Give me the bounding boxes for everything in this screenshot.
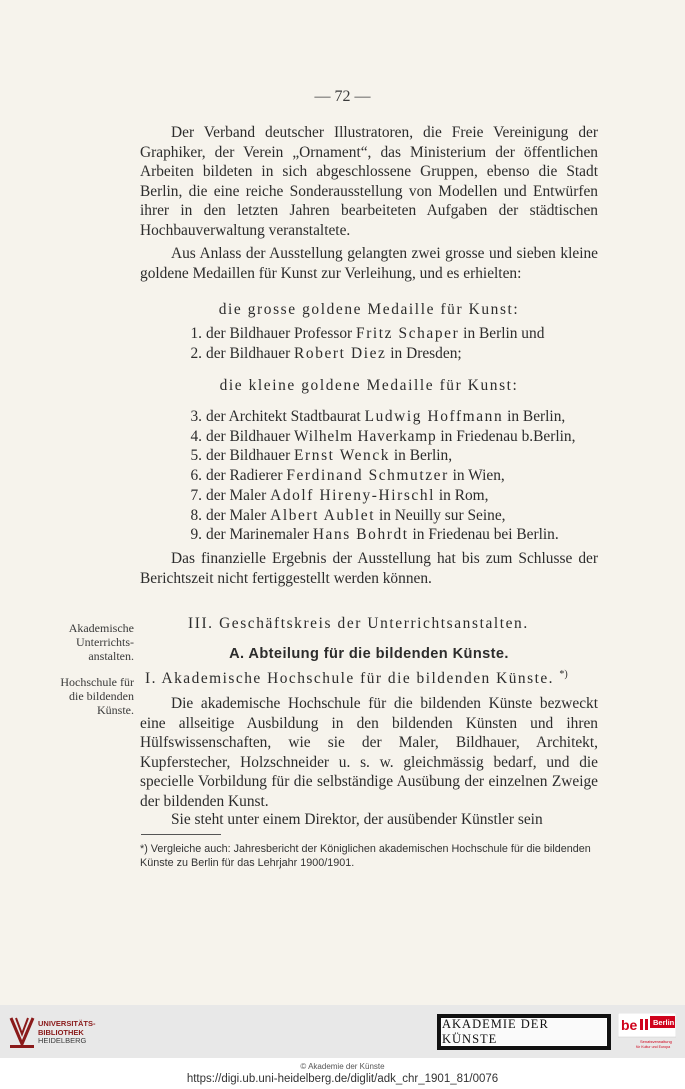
university-library-logo[interactable]: UNIVERSITÄTS- BIBLIOTHEK HEIDELBERG: [8, 1014, 98, 1050]
svg-text:be: be: [621, 1017, 638, 1033]
list-item: 5. der Bildhauer Ernst Wenck in Berlin,: [190, 447, 453, 465]
paragraph-4: [140, 694, 598, 812]
sub-heading: A. Abteilung für die bildenden Künste.: [229, 646, 509, 662]
margin-note-unterrichtsanstalten: Akademische Unterrichts- anstalten.: [68, 621, 134, 663]
paragraph-5: [140, 810, 598, 830]
item-heading: I. Akademische Hochschule für die bildenden Künste. *): [145, 669, 568, 688]
footer-bar: [0, 1005, 685, 1058]
list-item: 9. der Marinemaler Hans Bohrdt in Friedenau bei Berlin.: [190, 526, 559, 544]
list-item: 1. der Bildhauer Professor Fritz Schaper in Berlin und: [190, 325, 545, 342]
paragraph-2-text: Aus Anlass der Ausstellung gelangten zwei grosse und sieben kleine goldene Medaillen für Kunst zur Verleihung, und es erhielten:: [140, 245, 598, 282]
source-url-link[interactable]: https://digi.ub.uni-heidelberg.de/diglit/adk_chr_1901_81/0076: [186, 1073, 499, 1085]
footnote: *) Vergleiche auch: Jahresbericht der Königlichen akademischen Hochschule für die bildenden Künste zu Berlin für das Lehrjahr 1900/1901.: [140, 843, 591, 869]
list-item: 6. der Radierer Ferdinand Schmutzer in Wien,: [190, 467, 505, 485]
list-item: 4. der Bildhauer Wilhelm Haverkamp in Friedenau b.Berlin,: [190, 427, 576, 445]
be-berlin-logo[interactable]: [618, 1013, 676, 1051]
svg-text:Senatsverwaltung: Senatsverwaltung: [640, 1039, 672, 1044]
be-berlin-icon: [618, 1013, 676, 1051]
heading-grosse-medaille: die grosse goldene Medaille für Kunst:: [218, 301, 520, 318]
paragraph-1: [140, 123, 598, 241]
page-number: — 72 —: [314, 88, 371, 105]
margin-note-hochschule: Hochschule für die bildenden Künste.: [60, 675, 134, 717]
crest-icon: [8, 1014, 36, 1050]
list-item: 8. der Maler Albert Aublet in Neuilly sur Seine,: [190, 506, 506, 524]
paragraph-2: [140, 244, 598, 283]
paragraph-5-text: Sie steht unter einem Direktor, der ausübender Künstler sein: [171, 811, 543, 828]
footnote-marker: *): [559, 669, 568, 680]
list-item: 7. der Maler Adolf Hireny-Hirschl in Rom,: [190, 486, 489, 504]
paragraph-3-text: Das finanzielle Ergebnis der Ausstellung hat bis zum Schlusse der Berichtszeit nicht fertiggestellt werden können.: [140, 550, 598, 587]
list-item: 2. der Bildhauer Robert Diez in Dresden;: [190, 344, 462, 362]
list-grosse-medaille: [140, 324, 610, 363]
svg-text:für Kultur und Europa: für Kultur und Europa: [636, 1045, 671, 1049]
svg-text:Berlin: Berlin: [653, 1018, 675, 1027]
list-kleine-medaille: [140, 407, 610, 545]
copyright-credit: © Akademie der Künste: [300, 1062, 385, 1071]
footnote-rule: [141, 834, 221, 835]
paragraph-4-text: Die akademische Hochschule für die bildenden Künste bezweckt eine allseitige Ausbildung in den bildenden Künsten und ihren Hülfswissenschaften, wie sie der Maler, Bildhauer, Architekt, Kupferstecher, Holzschneider u. s. w. gleichmässig bedarf, und die specielle Vorbildung für die selbständige Ausübung der einzelnen Zweige der bildenden Kunst.: [140, 695, 598, 810]
heading-kleine-medaille: die kleine goldene Medaille für Kunst:: [219, 377, 519, 394]
akademie-logo[interactable]: AKADEMIE DER KÜNSTE: [437, 1014, 611, 1050]
paragraph-3: [140, 549, 598, 588]
list-item: 3. der Architekt Stadtbaurat Ludwig Hoffmann in Berlin,: [190, 408, 566, 425]
section-heading: III. Geschäftskreis der Unterrichtsanstalten.: [188, 615, 529, 632]
paragraph-1-text: Der Verband deutscher Illustratoren, die Freie Vereinigung der Graphiker, der Verein „Ornament“, das Ministerium der öffentlichen Arbeiten bildeten in sich abgeschlossene Gruppen, ebenso die Stadt Berlin, die eine reiche Sonderausstellung von Modellen und Entwürfen ihrer in den letzten Jahren bearbeiteten Aufgaben der städtischen Hochbauverwaltung veranstaltete.: [140, 124, 598, 239]
